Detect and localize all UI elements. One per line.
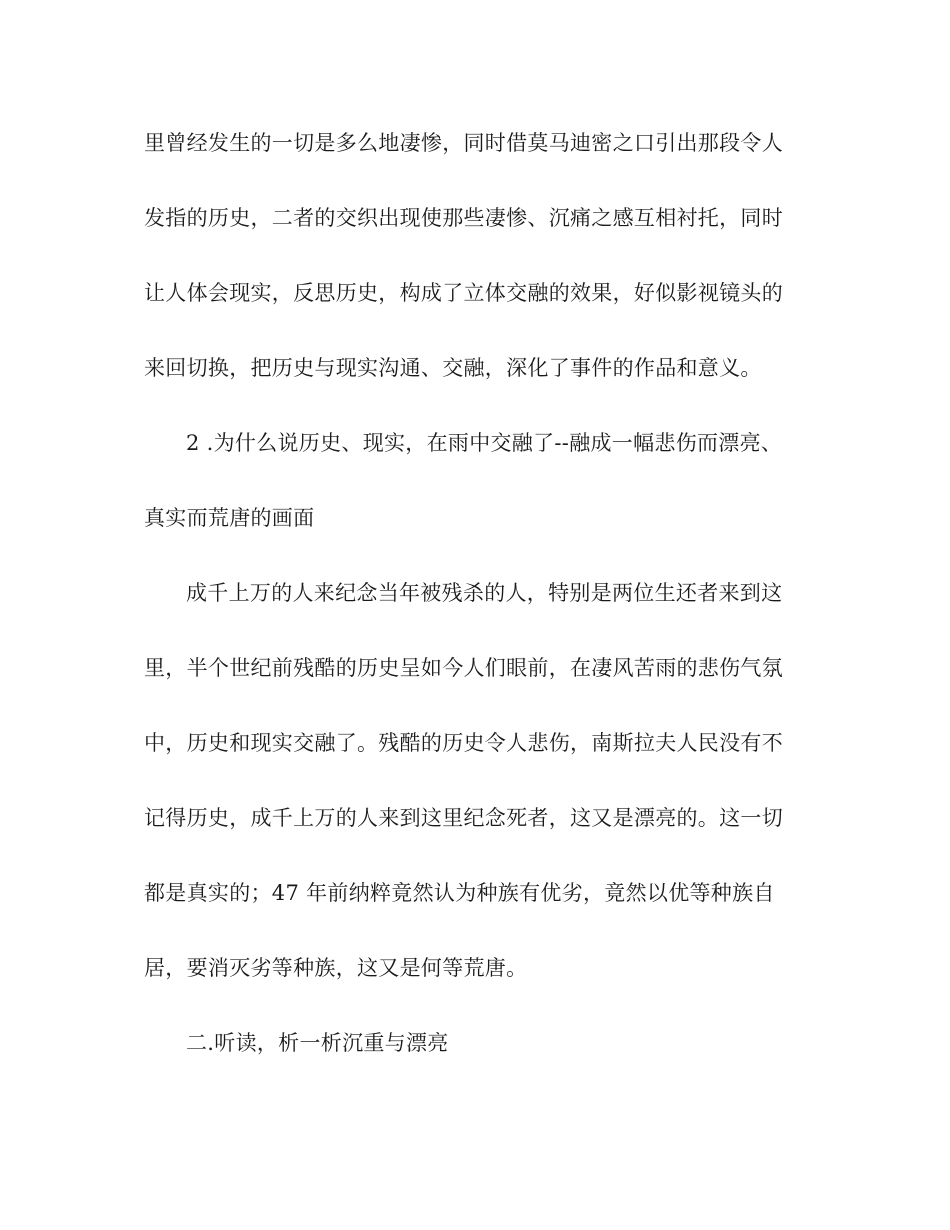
- answer-2-line-6: 居，要消灭劣等种族，这又是何等荒唐。: [144, 956, 528, 980]
- answer-2-line-2: 里，半个世纪前残酷的历史呈如今人们眼前，在凄风苦雨的悲伤气氛: [144, 656, 783, 680]
- paragraph-1-line-1: 里曾经发生的一切是多么地凄惨，同时借莫马迪密之口引出那段令人: [144, 131, 783, 155]
- answer-2-line-1: 成千上万的人来纪念当年被残杀的人，特别是两位生还者来到这: [186, 581, 783, 605]
- answer-2-line-3: 中，历史和现实交融了。残酷的历史令人悲伤，南斯拉夫人民没有不: [144, 731, 783, 755]
- question-2-line-2: 真实而荒唐的画面: [144, 506, 315, 530]
- answer-2-line-4: 记得历史，成千上万的人来到这里纪念死者，这又是漂亮的。这一切: [144, 806, 783, 830]
- paragraph-1-line-4: 来回切换，把历史与现实沟通、交融，深化了事件的作品和意义。: [144, 356, 762, 380]
- paragraph-1-line-3: 让人体会现实，反思历史，构成了立体交融的效果，好似影视镜头的: [144, 281, 783, 305]
- answer-2-line-5: 都是真实的；47 年前纳粹竟然认为种族有优劣，竟然以优等种族自: [144, 881, 775, 905]
- paragraph-1-line-2: 发指的历史，二者的交织出现使那些凄惨、沉痛之感互相衬托，同时: [144, 206, 783, 230]
- question-2-line-1: 2 .为什么说历史、现实，在雨中交融了--融成一幅悲伤而漂亮、: [186, 431, 783, 455]
- section-heading-2: 二.听读，析一析沉重与漂亮: [186, 1031, 449, 1055]
